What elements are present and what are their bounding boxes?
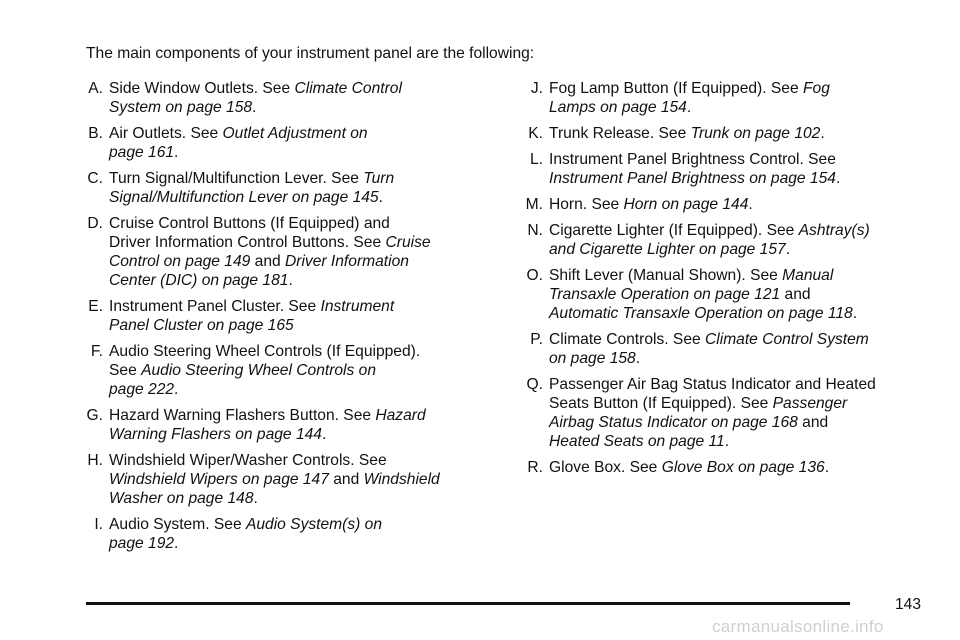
cross-reference: Center (DIC) on page 181 [109,272,289,289]
item-text: Fog Lamp Button (If Equipped). See [549,80,803,97]
cross-reference: Hazard [375,407,426,424]
item-text: Shift Lever (Manual Shown). See [549,267,783,284]
list-item [517,458,937,477]
item-text: Turn Signal/Multifunction Lever. See [109,170,364,187]
list-item [77,406,487,444]
list-item [77,79,487,117]
item-letter: E. [88,298,103,315]
cross-reference: Heated Seats on page 11 [549,433,725,450]
item-line [549,240,937,259]
component-list-left [77,79,487,560]
item-letter: G. [86,407,103,424]
item-text: Cigarette Lighter (If Equipped). See [549,222,799,239]
cross-reference: Washer on page 148 [109,490,254,507]
cross-reference: Windshield [363,471,440,488]
cross-reference: Cruise [385,234,431,251]
cross-reference: Transaxle Operation on page 121 [549,286,781,303]
footer-rule [86,602,850,605]
item-text: . [824,459,830,476]
list-item [77,342,487,399]
list-item [77,169,487,207]
item-letter: D. [87,215,103,232]
item-line [109,380,487,399]
item-text: Audio Steering Wheel Controls (If Equipped). [109,343,421,360]
list-item [517,150,937,188]
cross-reference: Warning Flashers on page 144 [109,426,322,443]
item-letter: J. [530,80,543,97]
cross-reference: Automatic Transaxle Operation on page 118 [549,305,853,322]
item-line [109,470,487,489]
list-item [77,515,487,553]
list-item [77,451,487,508]
cross-reference: Manual [782,267,834,284]
cross-reference: Ashtray(s) [798,222,870,239]
item-text: . [252,99,257,116]
list-item [517,195,937,214]
item-line [109,98,487,117]
cross-reference: on page 158 [549,350,636,367]
item-line [109,143,487,162]
item-line [109,316,487,335]
item-line [549,221,937,240]
cross-reference: Panel Cluster on page 165 [109,317,294,334]
item-line [549,330,937,349]
item-text: and [328,471,364,488]
item-text: . [174,144,179,161]
item-text: . [785,241,791,258]
item-line [109,406,487,425]
cross-reference: Horn on page 144 [623,196,749,213]
cross-reference: Windshield Wipers on page 147 [109,471,329,488]
item-text: . [724,433,730,450]
item-line [109,451,487,470]
list-item [77,297,487,335]
item-text: Air Outlets. See [109,125,223,142]
item-text: Glove Box. See [549,459,662,476]
item-line [109,214,487,233]
cross-reference: Climate Control System [705,331,869,348]
item-letter: I. [94,516,103,533]
cross-reference: page 161 [109,144,175,161]
item-line [549,169,937,188]
item-text: . [174,381,179,398]
item-line [109,124,487,143]
item-text: . [288,272,293,289]
item-line [549,349,937,368]
item-text: . [820,125,825,142]
item-text: . [748,196,753,213]
item-text: Instrument Panel Cluster. See [109,298,321,315]
item-line [549,124,937,143]
cross-reference: Signal/Multifunction Lever on page 145 [109,189,379,206]
cross-reference: Passenger [772,395,848,412]
intro-paragraph: The main components of your instrument panel are the following: [86,45,535,62]
cross-reference: and Cigarette Lighter on page 157 [549,241,786,258]
item-letter: B. [88,125,103,142]
cross-reference: Climate Control [294,80,402,97]
item-line [109,534,487,553]
list-item [517,79,937,117]
item-letter: R. [527,459,543,476]
item-line [549,304,937,323]
item-text: Trunk Release. See [549,125,691,142]
list-item [77,124,487,162]
cross-reference: Lamps on page 154 [549,99,687,116]
item-text: Side Window Outlets. See [109,80,295,97]
item-line [549,413,937,432]
item-text: . [852,305,858,322]
item-text: Passenger Air Bag Status Indicator and Heated [549,376,876,393]
item-letter: Q. [526,376,543,393]
item-letter: O. [526,267,543,284]
list-item [517,266,937,323]
list-item [517,330,937,368]
cross-reference: Trunk on page 102 [690,125,821,142]
item-text: Instrument Panel Brightness Control. See [549,151,836,168]
cross-reference: page 192 [109,535,175,552]
cross-reference: Glove Box on page 136 [661,459,825,476]
list-item [517,124,937,143]
item-line [549,285,937,304]
cross-reference: Airbag Status Indicator on page 168 [549,414,798,431]
item-line [109,425,487,444]
item-line [549,98,937,117]
item-letter: C. [87,170,103,187]
page-number: 143 [895,596,922,613]
cross-reference: page 222 [109,381,175,398]
cross-reference: Control on page 149 [109,253,251,270]
item-text: . [174,535,179,552]
cross-reference: System on page 158 [109,99,253,116]
item-letter: L. [529,151,543,168]
item-letter: K. [528,125,543,142]
cross-reference: Audio Steering Wheel Controls on [141,362,376,379]
item-text: . [686,99,692,116]
cross-reference: Outlet Adjustment on [222,125,368,142]
item-line [109,271,487,290]
item-text: and [780,286,811,303]
item-text: Seats Button (If Equipped). See [549,395,773,412]
cross-reference: Fog [803,80,830,97]
item-line [109,233,487,252]
item-letter: H. [87,452,103,469]
item-text: . [253,490,258,507]
item-line [549,79,937,98]
item-text: Climate Controls. See [549,331,705,348]
list-item [517,221,937,259]
item-letter: M. [525,196,543,213]
item-line [109,169,487,188]
item-text: Hazard Warning Flashers Button. See [109,407,376,424]
item-line [549,394,937,413]
item-text: . [835,170,841,187]
item-text: Driver Information Control Buttons. See [109,234,386,251]
item-line [549,458,937,477]
list-item [77,214,487,290]
item-letter: F. [90,343,103,360]
item-text: Cruise Control Buttons (If Equipped) and [109,215,390,232]
item-line [549,195,937,214]
list-item [517,375,937,451]
cross-reference: Instrument Panel Brightness on page 154 [549,170,836,187]
item-text: Windshield Wiper/Washer Controls. See [109,452,387,469]
item-text: and [797,414,829,431]
item-text: and [250,253,286,270]
item-text: . [321,426,327,443]
item-line [109,489,487,508]
cross-reference: Driver Information [285,253,409,270]
item-line [549,266,937,285]
item-text: . [635,350,641,367]
watermark: carmanualsonline.info [712,617,884,636]
item-line [549,150,937,169]
item-text: Audio System. See [109,516,246,533]
item-line [109,361,487,380]
component-list-right [517,79,937,484]
item-letter: A. [88,80,103,97]
cross-reference: Audio System(s) on [245,516,383,533]
item-text: Horn. See [549,196,624,213]
item-line [549,375,937,394]
item-text: See [109,362,142,379]
item-text: . [378,189,383,206]
cross-reference: Turn [363,170,395,187]
item-line [549,432,937,451]
item-line [109,252,487,271]
item-line [109,79,487,98]
item-line [109,188,487,207]
item-line [109,342,487,361]
item-letter: P. [530,331,543,348]
item-line [109,515,487,534]
item-line [109,297,487,316]
item-letter: N. [527,222,543,239]
cross-reference: Instrument [320,298,395,315]
